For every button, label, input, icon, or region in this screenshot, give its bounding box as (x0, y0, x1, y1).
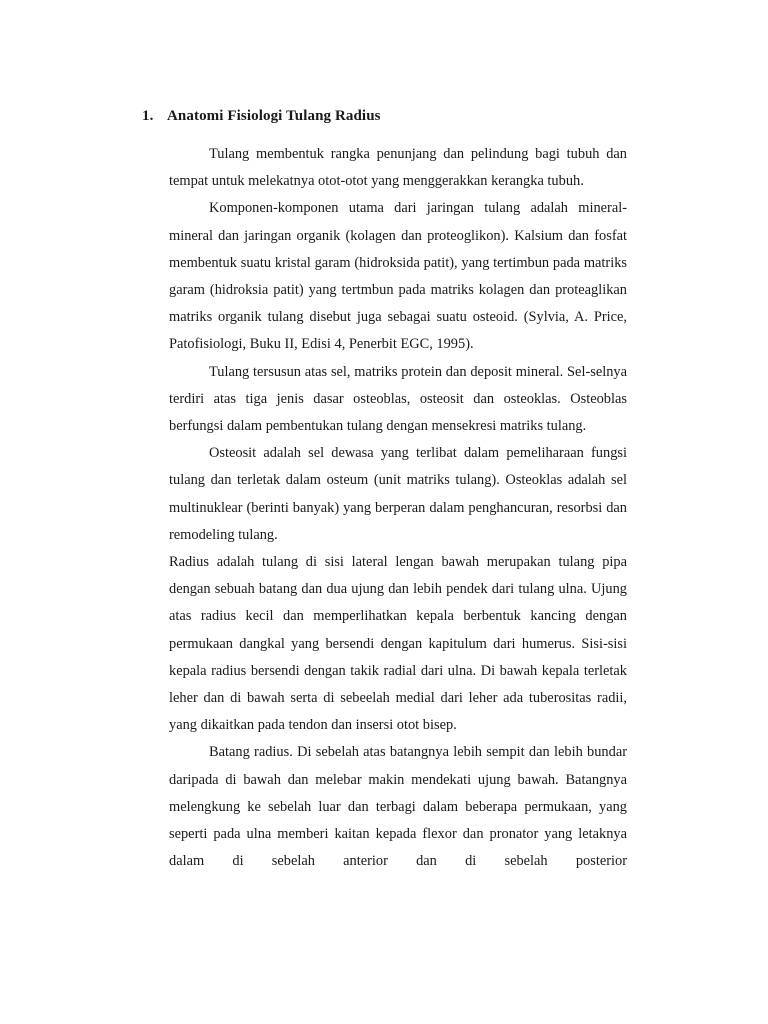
section-number: 1. (142, 108, 154, 124)
paragraph-radius: Radius adalah tulang di sisi lateral lengan bawah merupakan tulang pipa dengan sebuah batang dan dua ujung dan lebih pendek dari tulang ulna. Ujung atas radius kecil dan memperlihatkan kepala berbentuk kancing dengan permukaan dangkal yang bersendi dengan kapitulum dari humerus. Sisi-sisi kepala radius bersendi dengan takik radial dari ulna. Di bawah kepala terletak leher dan di bawah serta di sebeelah medial dari leher ada tuberositas radii, yang dikaitkan pada tendon dan insersi otot bisep. (169, 554, 627, 734)
paragraph-komponen-jaringan: Komponen-komponen utama dari jaringan tulang adalah mineral-mineral dan jaringan organik (kolagen dan proteoglikon). Kalsium dan fosfat membentuk suatu kristal garam (hidroksida patit), yang tertimbun pada matriks garam (hidroksia patit) yang tertmbun pada matriks kolagen dan proteaglikan matriks organik tulang disebut juga sebagai suatu osteoid. (Sylvia, A. Price, Patofisiologi, Buku II, Edisi 4, Penerbit EGC, 1995). (169, 200, 627, 353)
paragraph-sel-tulang: Tulang tersusun atas sel, matriks protein dan deposit mineral. Sel-selnya terdiri atas tiga jenis dasar osteoblas, osteosit dan osteoklas. Osteoblas berfungsi dalam pembentukan tulang dengan mensekresi matriks tulang. (169, 363, 627, 435)
body-text (169, 141, 627, 875)
section-heading (142, 108, 381, 125)
paragraph-batang-radius: Batang radius. Di sebelah atas batangnya lebih sempit dan lebih bundar daripada di bawah dan melebar makin mendekati ujung bawah. Batangnya melengkung ke sebelah luar dan terbagi dalam beberapa permukaan, yang seperti pada ulna memberi kaitan kepada flexor dan pronator yang letaknya dalam di sebelah anterior dan di sebelah posterior (169, 744, 627, 870)
paragraph-tulang-fungsi: Tulang membentuk rangka penunjang dan pelindung bagi tubuh dan tempat untuk melekatnya otot-otot yang menggerakkan kerangka tubuh. (169, 146, 627, 190)
section-title: Anatomi Fisiologi Tulang Radius (167, 108, 381, 124)
paragraph-osteosit: Osteosit adalah sel dewasa yang terlibat dalam pemeliharaan fungsi tulang dan terletak dalam osteum (unit matriks tulang). Osteoklas adalah sel multinuklear (berinti banyak) yang berperan dalam penghancuran, resorbsi dan remodeling tulang. (169, 445, 627, 543)
